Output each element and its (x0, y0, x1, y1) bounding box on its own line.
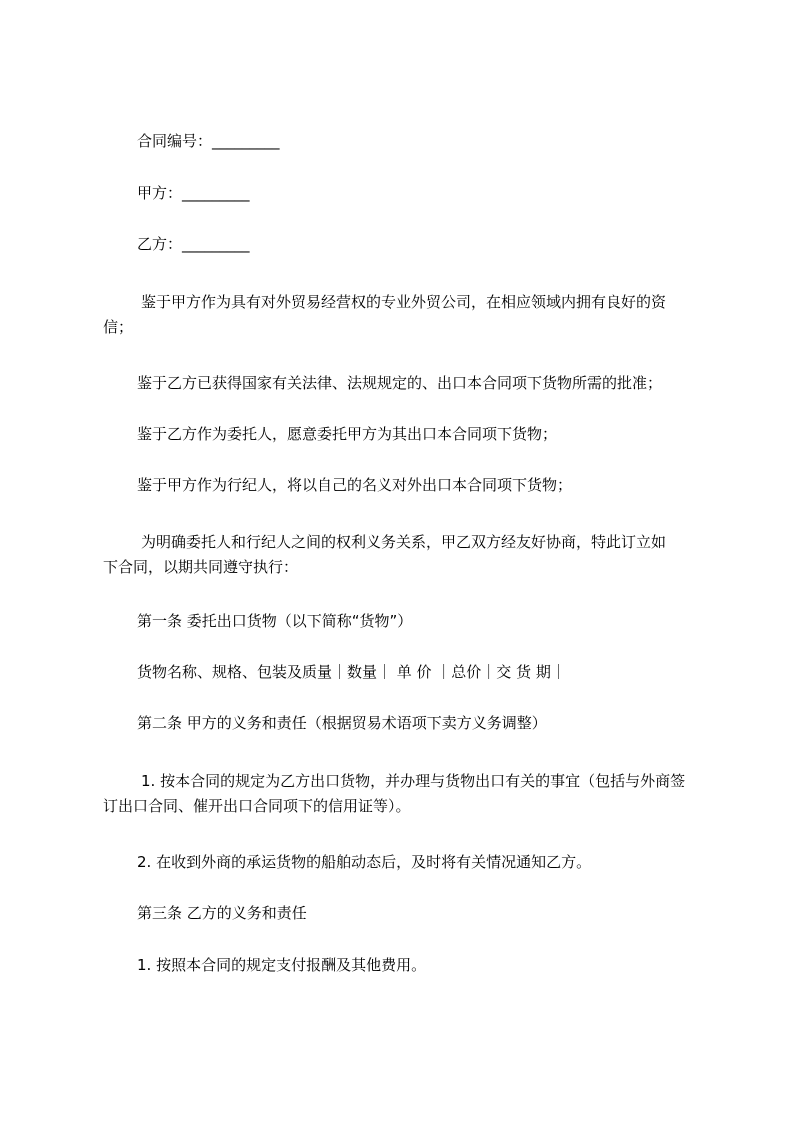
article-3-item-1: 1. 按照本合同的规定支付报酬及其他费用。 (137, 956, 427, 974)
preamble-line-2: 下合同，以期共同遵守执行： (103, 558, 299, 576)
article-2-item-1-line-2: 订出口合同、催开出口合同项下的信用证等）。 (103, 797, 411, 815)
party-b-line: 乙方：_________ (137, 235, 250, 253)
recital-4: 鉴于甲方作为行纪人，将以自己的名义对外出口本合同项下货物； (137, 476, 573, 494)
article-2-heading: 第二条 甲方的义务和责任（根据贸易术语项下卖方义务调整） (137, 714, 547, 732)
contract-number-line: 合同编号：_________ (137, 132, 280, 150)
recital-1-line-2: 信； (103, 318, 134, 336)
article-1-heading: 第一条 委托出口货物（以下简称“货物”） (137, 612, 413, 630)
preamble-line-1: 为明确委托人和行纪人之间的权利义务关系，甲乙双方经友好协商，特此订立如 (141, 533, 667, 551)
party-a-line: 甲方：_________ (137, 184, 250, 202)
article-2-item-1-line-1: 1. 按本合同的规定为乙方出口货物，并办理与货物出口有关的事宜（包括与外商签 (141, 772, 686, 790)
recital-2: 鉴于乙方已获得国家有关法律、法规规定的、出口本合同项下货物所需的批准； (137, 374, 663, 392)
article-2-item-2: 2. 在收到外商的承运货物的船舶动态后，及时将有关情况通知乙方。 (137, 853, 592, 871)
recital-3: 鉴于乙方作为委托人，愿意委托甲方为其出口本合同项下货物； (137, 425, 558, 443)
recital-1-line-1: 鉴于甲方作为具有对外贸易经营权的专业外贸公司，在相应领域内拥有良好的资 (141, 293, 667, 311)
goods-table-header: 货物名称、规格、包装及质量｜数量｜ 单 价 ｜总价｜交 货 期｜ (137, 663, 566, 681)
article-3-heading: 第三条 乙方的义务和责任 (137, 904, 307, 922)
